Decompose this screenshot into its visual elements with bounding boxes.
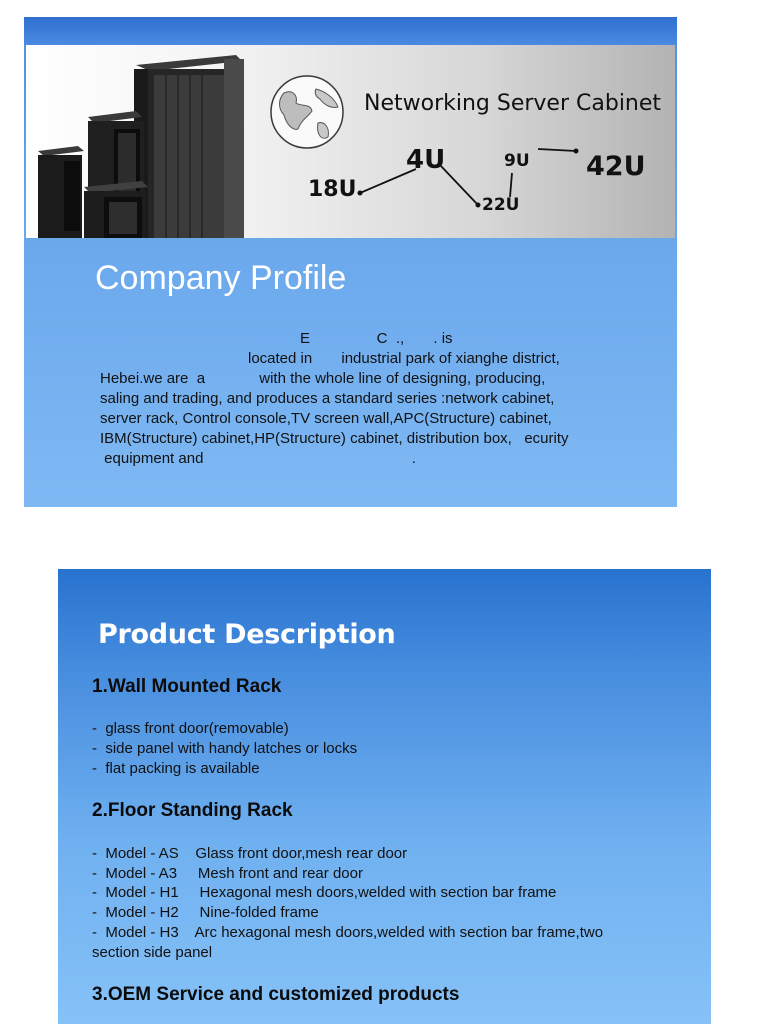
- size-label-22u: 22U: [482, 195, 520, 215]
- company-profile-slide: [24, 17, 677, 507]
- profile-line-6: IBM(Structure) cabinet,HP(Structure) cabinet, distribution box, ecurity: [100, 430, 569, 447]
- profile-line-7: equipment and .: [100, 450, 416, 467]
- profile-line-3: Hebei.we are a with the whole line of designing, producing,: [100, 370, 546, 387]
- company-profile-title: Company Profile: [95, 259, 347, 297]
- wall-rack-feature: - glass front door(removable): [92, 720, 289, 737]
- floor-rack-model: - Model - H2 Nine-folded frame: [92, 904, 319, 921]
- floor-rack-model: - Model - A3 Mesh front and rear door: [92, 865, 363, 882]
- profile-line-1: E C ., . is: [300, 330, 453, 347]
- slide-top-bar: [24, 17, 677, 45]
- floor-rack-model: - Model - H1 Hexagonal mesh doors,welded with section bar frame: [92, 884, 557, 901]
- profile-line-4: saling and trading, and produces a standard series :network cabinet,: [100, 390, 555, 407]
- size-label-4u: 4U: [406, 145, 446, 175]
- product-description-slide: [58, 569, 711, 1024]
- section-heading-wall-mounted: 1.Wall Mounted Rack: [92, 676, 282, 697]
- banner-graphic: [26, 45, 675, 238]
- banner-heading: Networking Server Cabinet: [364, 91, 662, 116]
- product-description-title: Product Description: [98, 619, 396, 650]
- server-cabinets-image: [38, 55, 244, 238]
- product-banner: [26, 45, 675, 238]
- size-label-42u: 42U: [586, 151, 646, 182]
- size-label-9u: 9U: [504, 151, 530, 171]
- section-heading-oem: 3.OEM Service and customized products: [92, 984, 460, 1005]
- floor-rack-model: - Model - H3 Arc hexagonal mesh doors,welded with section bar frame,two: [92, 924, 604, 941]
- profile-line-5: server rack, Control console,TV screen wall,APC(Structure) cabinet,: [100, 410, 552, 427]
- size-label-18u: 18U: [308, 177, 357, 202]
- wall-rack-feature: - side panel with handy latches or locks: [92, 740, 358, 757]
- floor-rack-model-continuation: section side panel: [92, 944, 213, 961]
- wall-rack-feature: - flat packing is available: [92, 760, 260, 777]
- size-connector-lines: [360, 149, 576, 205]
- globe-icon: [271, 76, 343, 148]
- section-heading-floor-standing: 2.Floor Standing Rack: [92, 800, 293, 821]
- floor-rack-model: - Model - AS Glass front door,mesh rear door: [92, 845, 408, 862]
- profile-line-2: located in industrial park of xianghe district,: [248, 350, 560, 367]
